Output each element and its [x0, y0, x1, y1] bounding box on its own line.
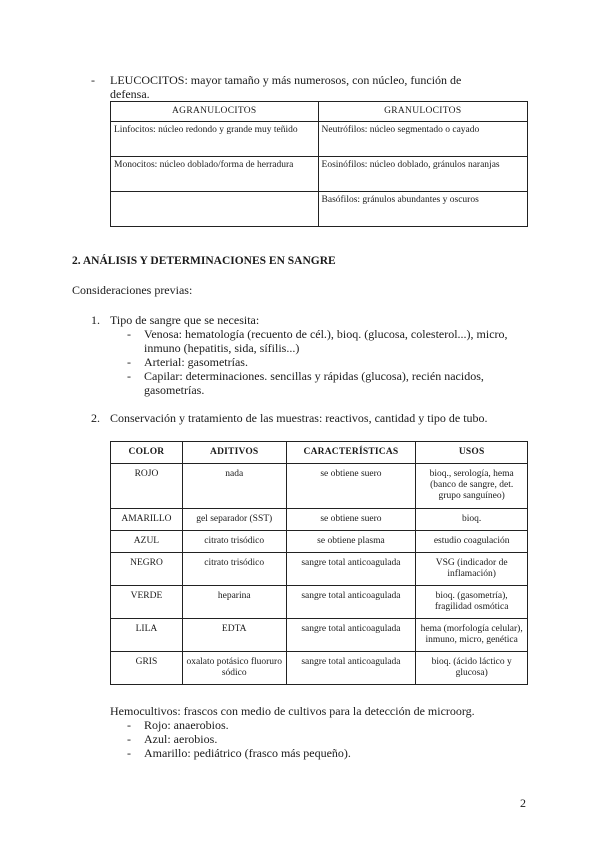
blood-type-bullets — [127, 327, 529, 397]
table-header-row — [111, 442, 528, 464]
bullet-line: Arterial: gasometrías. — [144, 355, 248, 369]
table-cell: estudio coagulación — [416, 531, 528, 553]
table-cell: citrato trisódico — [182, 531, 286, 553]
list-item-label: Conservación y tratamiento de las muestras: reactivos, cantidad y tipo de tubo. — [110, 411, 488, 425]
table-cell: sangre total anticoagulada — [286, 586, 416, 619]
intro-text: Consideraciones previas: — [72, 283, 193, 297]
table-row — [111, 509, 528, 531]
list-item: - Azul: aerobios. — [127, 732, 218, 746]
table-row — [111, 586, 528, 619]
table-cell: LILA — [111, 619, 183, 652]
tubes-table — [110, 441, 528, 685]
list-item-2 — [91, 411, 531, 425]
table-cell: EDTA — [182, 619, 286, 652]
table-cell: Eosinófilos: núcleo doblado, gránulos naranjas — [318, 157, 527, 192]
table-cell: se obtiene suero — [286, 464, 416, 509]
hemocultivos-intro: Hemocultivos: frascos con medio de cultivos para la detección de microorg. — [110, 704, 475, 718]
bullet-capilar: - Capilar: determinaciones. sencillas y rápidas (glucosa), recién nacidos, gasometrías. — [127, 369, 529, 397]
table-cell — [111, 192, 319, 227]
leucocitos-paragraph — [91, 73, 529, 101]
leucocitos-table — [110, 101, 528, 227]
table-cell: bioq. (ácido láctico y glucosa) — [416, 652, 528, 685]
bullet-line: Capilar: determinaciones. sencillas y rápidas (glucosa), recién nacidos, — [144, 369, 484, 383]
header-caracteristicas: CARACTERÍSTICAS — [286, 442, 416, 464]
table-cell: NEGRO — [111, 553, 183, 586]
table-cell: oxalato potásico fluoruro sódico — [182, 652, 286, 685]
table-cell: bioq. — [416, 509, 528, 531]
bullet-arterial: - Arterial: gasometrías. — [127, 355, 529, 369]
table-cell: se obtiene plasma — [286, 531, 416, 553]
hemocultivos-bullets — [127, 718, 527, 760]
table-cell: sangre total anticoagulada — [286, 652, 416, 685]
table-cell: gel separador (SST) — [182, 509, 286, 531]
table-cell: GRIS — [111, 652, 183, 685]
list-item: - Rojo: anaerobios. — [127, 718, 229, 732]
table-row — [111, 619, 528, 652]
header-aditivos: ADITIVOS — [182, 442, 286, 464]
leucocitos-line-2: defensa. — [110, 87, 150, 101]
table-cell: VERDE — [111, 586, 183, 619]
table-row — [111, 192, 528, 227]
table-cell: Basófilos: gránulos abundantes y oscuros — [318, 192, 527, 227]
list-item-label: Tipo de sangre que se necesita: — [110, 313, 260, 327]
bullet-dash: - — [91, 73, 95, 87]
table-row — [111, 157, 528, 192]
header-color: COLOR — [111, 442, 183, 464]
table-row — [111, 652, 528, 685]
table-cell: AZUL — [111, 531, 183, 553]
table-cell: sangre total anticoagulada — [286, 619, 416, 652]
table-cell: hema (morfología celular), inmuno, micro, genética — [416, 619, 528, 652]
table-row — [111, 531, 528, 553]
page-number: 2 — [520, 796, 526, 810]
table-cell: Monocitos: núcleo doblado/forma de herradura — [111, 157, 319, 192]
section-title: 2. ANÁLISIS Y DETERMINACIONES EN SANGRE — [72, 255, 336, 267]
bullet-venosa: - Venosa: hematología (recuento de cél.), bioq. (glucosa, colesterol...), micro, inmuno (hepatitis, sida, sífilis...) — [127, 327, 529, 355]
table-row — [111, 464, 528, 509]
table-cell: bioq., serología, hema (banco de sangre, det. grupo sanguíneo) — [416, 464, 528, 509]
header-agranulocitos: AGRANULOCITOS — [111, 102, 319, 122]
table-cell: citrato trisódico — [182, 553, 286, 586]
table-cell: nada — [182, 464, 286, 509]
list-number: 1. — [91, 313, 100, 327]
bullet-line: gasometrías. — [144, 383, 205, 397]
bullet-line: Venosa: hematología (recuento de cél.), bioq. (glucosa, colesterol...), micro, — [144, 327, 508, 341]
list-item-1 — [91, 313, 529, 327]
header-granulocitos: GRANULOCITOS — [318, 102, 527, 122]
leucocitos-line-1: LEUCOCITOS: mayor tamaño y más numerosos, con núcleo, función de — [110, 73, 462, 87]
table-cell: bioq. (gasometría), fragilidad osmótica — [416, 586, 528, 619]
table-cell: sangre total anticoagulada — [286, 553, 416, 586]
table-row — [111, 553, 528, 586]
table-row — [111, 122, 528, 157]
list-item: - Amarillo: pediátrico (frasco más pequeño). — [127, 746, 351, 760]
table-header-row — [111, 102, 528, 122]
table-cell: Neutrófilos: núcleo segmentado o cayado — [318, 122, 527, 157]
bullet-line: inmuno (hepatitis, sida, sífilis...) — [144, 341, 300, 355]
table-cell: ROJO — [111, 464, 183, 509]
table-cell: VSG (indicador de inflamación) — [416, 553, 528, 586]
table-cell: se obtiene suero — [286, 509, 416, 531]
table-cell: Linfocitos: núcleo redondo y grande muy teñido — [111, 122, 319, 157]
table-cell: AMARILLO — [111, 509, 183, 531]
table-cell: heparina — [182, 586, 286, 619]
header-usos: USOS — [416, 442, 528, 464]
list-number: 2. — [91, 411, 100, 425]
